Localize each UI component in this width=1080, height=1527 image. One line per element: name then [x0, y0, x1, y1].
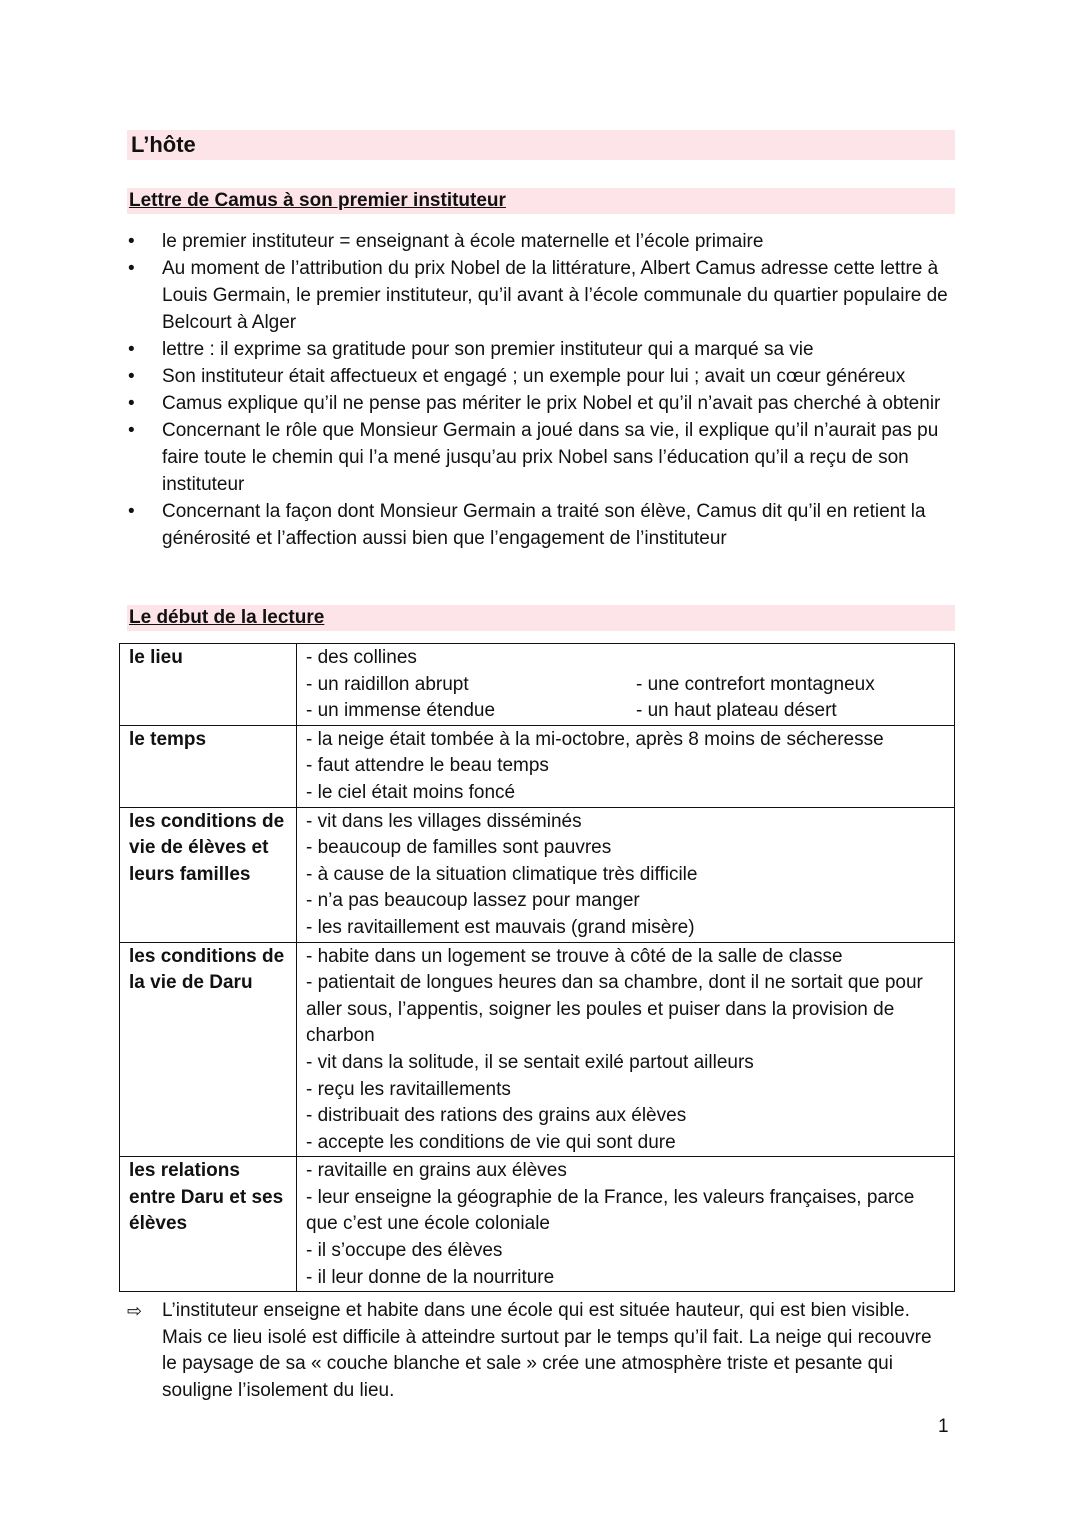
list-item: • Camus explique qu’il ne pense pas mériter le prix Nobel et qu’il n’avait pas cherché à obtenir — [127, 390, 957, 417]
list-item: • Son instituteur était affectueux et engagé ; un exemple pour lui ; avait un cœur généreux — [127, 363, 957, 390]
row-content-temps: - la neige était tombée à la mi-octobre, après 8 moins de sécheresse - faut attendre le beau temps - le ciel était moins foncé — [297, 725, 955, 807]
table-row — [120, 1157, 955, 1292]
section-heading-reading: Le début de la lecture — [129, 607, 325, 628]
bullet-dot-icon: • — [128, 366, 135, 387]
bullet-dot-icon: • — [128, 339, 135, 360]
title-highlight — [127, 130, 955, 160]
list-item: • Concernant le rôle que Monsieur Germain a joué dans sa vie, il explique qu’il n’aurait pas pu faire toute le chemin qui l’a mené jusqu’au prix Nobel sans l’éducation qu’il a reçu de son instituteur — [127, 417, 957, 498]
table-row — [120, 644, 955, 726]
page-title: L’hôte — [131, 132, 196, 157]
table-row — [120, 725, 955, 807]
row-content-lieu: - des collines - un raidillon abrupt - une contrefort montagneux - un immense étendue - un haut plateau désert — [297, 644, 955, 726]
bullet-list — [127, 228, 957, 552]
bullet-dot-icon: • — [128, 501, 135, 522]
row-label-conditions-eleves: les conditions de vie de élèves et leurs familles — [120, 807, 297, 942]
bullet-dot-icon: • — [128, 258, 135, 279]
section-heading-letter: Lettre de Camus à son premier instituteur — [129, 190, 506, 211]
row-label-temps: le temps — [120, 725, 297, 807]
table-row — [120, 942, 955, 1157]
row-content-conditions-eleves: - vit dans les villages disséminés - beaucoup de familles sont pauvres - à cause de la situation climatique très difficile - n’a pas beaucoup lassez pour manger - les ravitaillement est mauvais (grand misère) — [297, 807, 955, 942]
section-heading-bar-1 — [127, 188, 955, 214]
list-item: • Au moment de l’attribution du prix Nobel de la littérature, Albert Camus adresse cette lettre à Louis Germain, le premier instituteur, qu’il avant à l’école communale du quartier populaire de Belcourt à Alger — [127, 255, 957, 336]
bullet-dot-icon: • — [128, 231, 135, 252]
page-number: 1 — [938, 1416, 949, 1437]
list-item: • le premier instituteur = enseignant à école maternelle et l’école primaire — [127, 228, 957, 255]
row-label-lieu: le lieu — [120, 644, 297, 726]
analysis-table — [119, 643, 955, 1292]
bullet-dot-icon: • — [128, 393, 135, 414]
row-content-relations: - ravitaille en grains aux élèves - leur enseigne la géographie de la France, les valeurs françaises, parce que c’est une école coloniale - il s’occupe des élèves - il leur donne de la nourriture — [297, 1157, 955, 1292]
conclusion-paragraph: ⇨ L’instituteur enseigne et habite dans une école qui est située hauteur, qui est bien visible. Mais ce lieu isolé est difficile à atteindre surtout par le temps qu’il fait. La neige qui recouvre le paysage de sa « couche blanche et sale » crée une atmosphère triste et pesante qui souligne l’isolement du lieu. — [127, 1300, 932, 1401]
section-heading-bar-2 — [127, 605, 955, 631]
table-row — [120, 807, 955, 942]
list-item: • lettre : il exprime sa gratitude pour son premier instituteur qui a marqué sa vie — [127, 336, 957, 363]
row-label-conditions-daru: les conditions de la vie de Daru — [120, 942, 297, 1157]
bullet-dot-icon: • — [128, 420, 135, 441]
list-item: • Concernant la façon dont Monsieur Germain a traité son élève, Camus dit qu’il en retient la générosité et l’affection aussi bien que l’engagement de l’instituteur — [127, 498, 957, 552]
row-content-conditions-daru: - habite dans un logement se trouve à côté de la salle de classe - patientait de longues heures dan sa chambre, dont il ne sortait que pour aller sous, l’appentis, soigner les poules et puiser dans la provision de charbon - vit dans la solitude, il se sentait exilé partout ailleurs - reçu les ravitaillements - distribuait des rations des grains aux élèves - accepte les conditions de vie qui sont dure — [297, 942, 955, 1157]
arrow-right-icon: ⇨ — [127, 1301, 143, 1321]
row-label-relations: les relations entre Daru et ses élèves — [120, 1157, 297, 1292]
